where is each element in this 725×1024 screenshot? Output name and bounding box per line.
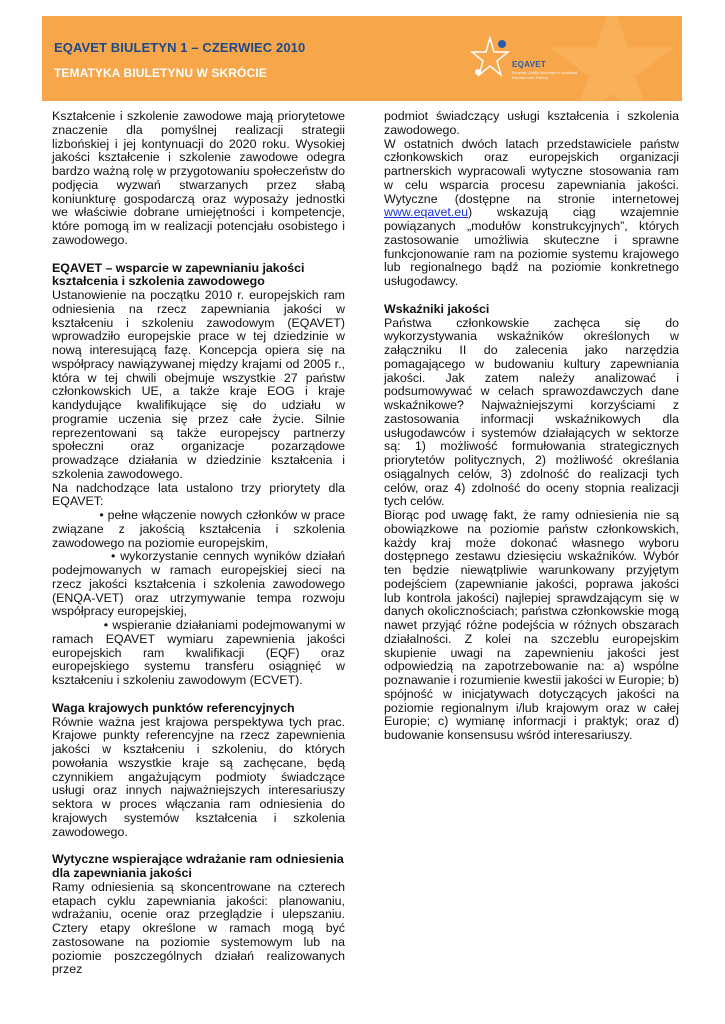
right-column	[384, 110, 679, 743]
bullet-text: pełne włączenie nowych członków w prace związane z jakością kształcenia i szkolenia zawodowego na poziomie europejskim,	[52, 508, 346, 550]
section-paragraph: Równie ważna jest krajowa perspektywa tych prac. Krajowe punkty referencyjne na rzecz zapewnienia jakości w kształceniu i szkoleniu, do których powołania wszystkie kraje są zachęcane, będą czynnikiem angażującym podmioty świadczące usługi oraz innych najważniejszych interesariuszy sektora w proces włączania ram odniesienia do krajowych systemów kształcenia i szkolenia zawodowego.	[52, 714, 345, 839]
continuation-paragraph: podmiot świadczący usługi kształcenia i szkolenia zawodowego.	[384, 109, 679, 137]
bullet-text: wspieranie działaniami podejmowanymi w ramach EQAVET wymiaru zapewnienia jakości europejskich ram kwalifikacji (EQF) oraz europejskiego systemu transferu osiągnięć w kształceniu i szkoleniu zawodowym (ECVET).	[52, 618, 345, 687]
section-paragraph: Ramy odniesienia są skoncentrowane na czterech etapach cyklu zapewniania jakości: planowaniu, wdrażaniu, ocenie oraz przeglądzie i ulepszaniu. Cztery etapy określone w ramach mogą być zastosowane na poziomie systemowym lub na poziomie poszczególnych działań realizowanych przez	[52, 879, 345, 977]
priority-bullet	[52, 550, 345, 619]
bullet-text: wykorzystanie cennych wyników działań podejmowanych w ramach europejskiej sieci na rzecz jakości kształcenia i szkolenia zawodowego (ENQA-VET) oraz utrzymywanie tempa rozwoju współpracy europejskiej,	[52, 549, 345, 619]
priority-bullet	[52, 619, 345, 688]
section-heading-reference-points: Waga krajowych punktów referencyjnych	[52, 700, 295, 715]
section-paragraph: Na nadchodzące lata ustalono trzy priorytety dla EQAVET:	[52, 480, 345, 509]
paragraph-text: W ostatnich dwóch latach przedstawiciele państw członkowskich oraz europejskich organizacji partnerskich wypracowali wytyczne stosowania ram w celu wsparcia procesu zapewniania jakości. Wytyczne (dostępne na stronie internetowej	[384, 136, 679, 206]
logo-text: EQAVET	[512, 60, 547, 69]
section-heading-guidelines: Wytyczne wspierające wdrażanie ram odniesienia dla zapewniania jakości	[52, 852, 344, 880]
bullet-icon: •	[110, 549, 116, 564]
bulletin-subtitle: TEMATYKA BIULETYNU W SKRÓCIE	[54, 66, 267, 80]
priority-bullet	[52, 509, 345, 550]
bullet-icon: •	[103, 618, 109, 632]
eqavet-logo	[468, 34, 588, 92]
bulletin-title: EQAVET BIULETYN 1 – CZERWIEC 2010	[54, 40, 306, 55]
intro-paragraph: Kształcenie i szkolenie zawodowe mają priorytetowe znaczenie dla pomyślnej realizacji strategii lizbońskiej i jej kontynuacji do 2020 roku. Wysokiej jakości kształcenie i szkolenie zawodowe odegra bardzo ważną rolę w przygotowaniu społeczeństw do podjęcia wyzwań stwarzanych przez słabą koniunkturę gospodarczą oraz wyposaży jednostki we właściwie dobrane umiejętności i kompetencje, które pomogą im w realizacji potencjału osobistego i zawodowego.	[52, 109, 345, 247]
section-heading-eqavet: EQAVET – wsparcie w zapewnianiu jakości kształcenia i szkolenia zawodowego	[52, 260, 305, 289]
left-column	[52, 110, 345, 977]
logo-subtext: European Quality Assurance in Vocational Education and Training	[512, 71, 578, 80]
section-paragraph: Państwa członkowskie zachęca się do wykorzystywania wskaźników określonych w załączniku II do zalecenia jako narzędzia pomagającego w budowaniu kultury zapewniania jakości. Jak zatem należy analizować i podsumowywać w celach sprawozdawczych dane wskaźnikowe? Najważniejszymi korzyściami z zastosowania informacji wskaźnikowych dla usługodawców i systemów działających w sektorze są: 1) możliwość formułowania strategicznych priorytetów politycznych, 2) możliwość określania osiągalnych celów, 3) zdolność do realizacji tych celów, oraz 4) zdolność do oceny stopnia realizacji tych celów.	[384, 315, 679, 509]
logo-star-icon	[468, 34, 512, 86]
header-banner	[42, 16, 682, 101]
guidelines-paragraph	[384, 138, 679, 289]
paragraph-text: ) wskazują ciąg wzajemnie powiązanych „modułów konstrukcyjnych”, których zastosowanie umożliwia skuteczne i sprawne funkcjonowanie ram na poziomie systemu krajowego lub regionalnego bądź na poziomie konkretnego usługodawcy.	[384, 205, 679, 288]
section-paragraph: Ustanowienie na początku 2010 r. europejskich ram odniesienia na rzecz zapewniania jakości w kształceniu i szkoleniu zawodowym (EQAVET) wprowadziło europejskie prace w tej dziedzinie w nową interesującą fazę. Koncepcja opiera się na współpracy nawiązywanej między krajami od 2005 r., która w tej chwili obejmuje wszystkie 27 państw członkowskich UE, a także kraje EOG i kraje kandydujące kwalifikujące się do udziału w programie uczenia się przez całe życie. Silnie reprezentowani są także europejscy partnerzy społeczni oraz organizacje pozarządowe prowadzące działania w dziedzinie kształcenia i szkolenia zawodowego.	[52, 288, 345, 481]
eqavet-website-link[interactable]: www.eqavet.eu	[384, 205, 469, 220]
bullet-icon: •	[99, 508, 104, 522]
section-paragraph: Biorąc pod uwagę fakt, że ramy odniesienia nie są obowiązkowe na poziomie państw członkowskich, każdy kraj może dokonać własnego wyboru dostępnego zestawu dziesięciu wskaźników. Wybór ten będzie niewątpliwie warunkowany przyjętym podejściem (zapewnianie jakości, poprawa jakości lub kontrola jakości) najlepiej sprawdzającym się w danych okolicznościach; państwa członkowskie mogą nawet przyjąć różne podejścia w różnych obszarach działalności. Z kolei na szczeblu europejskim skupienie uwagi na zapewnieniu jakości jest odpowiedzią na zapotrzebowanie na: a) wspólne poznawanie i rozumienie kwestii jakości w Europie; b) spójność w inicjatywach dotyczących jakości na poziomie regionalnym i/lub krajowym oraz w całej Europie; c) wymianę informacji i praktyk; oraz d) budowanie konsensusu wśród interesariuszy.	[384, 508, 679, 742]
section-heading-indicators: Wskaźniki jakości	[384, 301, 490, 316]
